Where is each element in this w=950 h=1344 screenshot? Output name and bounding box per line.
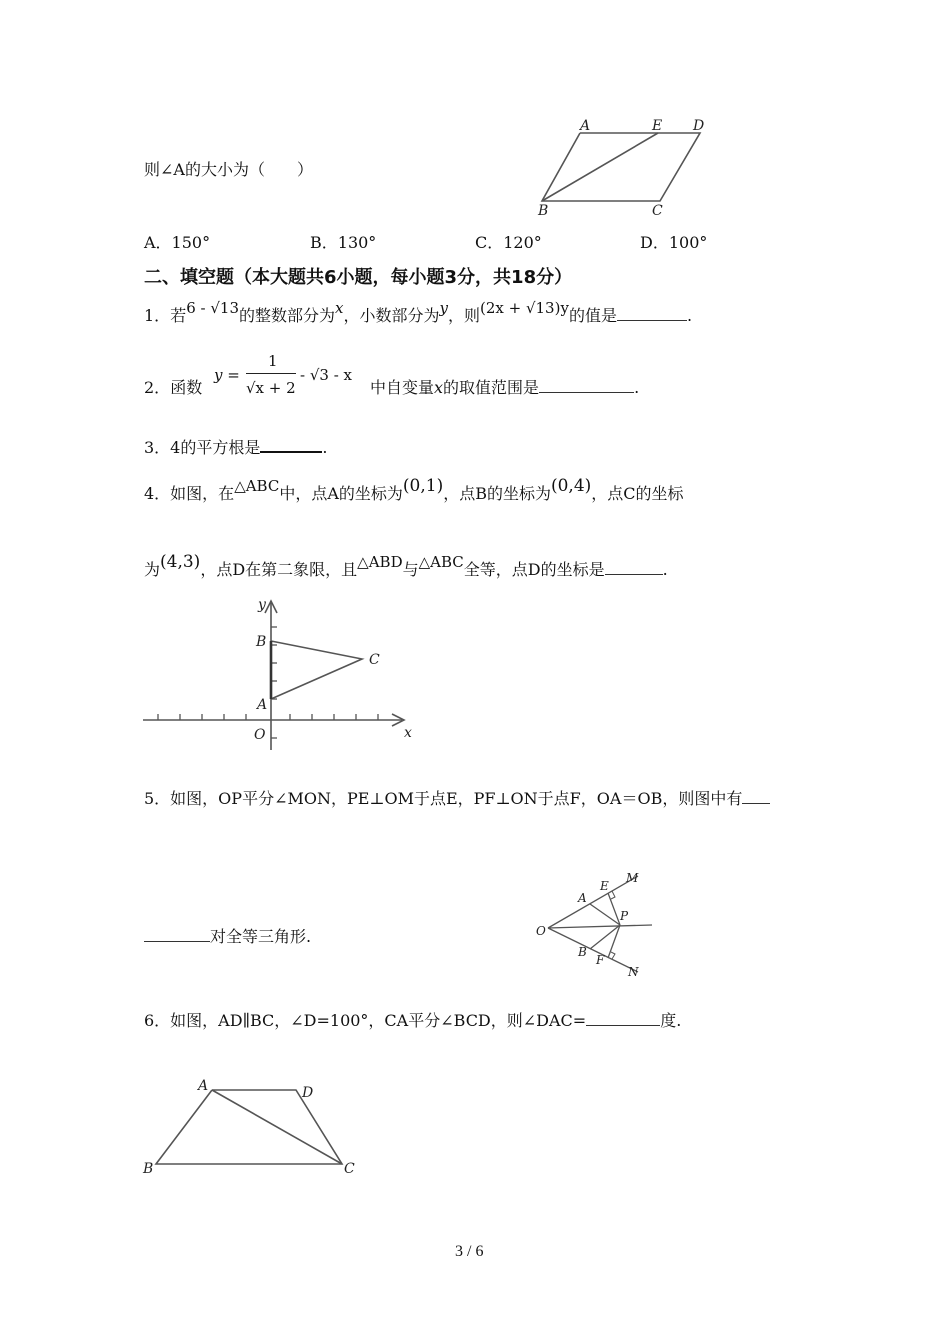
point-label-b: B	[256, 634, 267, 650]
q1-mid1: 的整数部分为	[239, 306, 336, 325]
label-C: C	[652, 203, 663, 219]
q2-pre: 函数	[170, 378, 203, 397]
label-B: B	[538, 203, 549, 219]
q4-line2-a: 为	[144, 560, 161, 579]
q4-coord-b: (0,4)	[550, 476, 592, 496]
label-f: F	[596, 953, 605, 967]
q4-line1-a: 4．如图，在	[144, 484, 235, 503]
question-6	[144, 1011, 681, 1031]
label-A: A	[580, 118, 591, 134]
label-n: N	[628, 965, 639, 979]
point-label-a: A	[257, 697, 268, 713]
q2-answer-blank[interactable]	[539, 378, 634, 393]
question-4-line2	[144, 552, 668, 580]
q5-line2: 对全等三角形.	[210, 927, 312, 946]
q1-expr2: (2x + √13)y	[480, 299, 569, 317]
label-e: E	[600, 879, 609, 893]
q1-pre: 若	[170, 306, 187, 325]
angle-bisector-figure	[530, 868, 660, 983]
question-5-line1	[144, 789, 770, 809]
q4-tri3: △ABC	[418, 553, 464, 571]
q1-end: .	[686, 306, 693, 325]
q1-mid2: ，小数部分为	[343, 306, 440, 325]
label-d: D	[302, 1085, 314, 1101]
label-a: A	[578, 891, 587, 905]
label-p: P	[620, 909, 629, 923]
q4-line1-c: ，点B的坐标为	[443, 484, 551, 503]
q4-line1-d: ，点C的坐标	[591, 484, 684, 503]
question-5-line2	[144, 927, 311, 947]
question-1	[144, 299, 693, 326]
label-m: M	[626, 871, 639, 885]
q2-lhs: y =	[214, 366, 240, 384]
q1-var-y: y	[439, 299, 448, 317]
label-c: C	[344, 1161, 355, 1177]
q1-answer-blank[interactable]	[617, 306, 687, 321]
q6-text: 6．如图，AD∥BC，∠D=100°，CA平分∠BCD，则∠DAC=	[144, 1011, 587, 1030]
q1-post: 的值是	[568, 306, 617, 325]
q2-post2: 的取值范围是	[443, 378, 540, 397]
label-a: A	[198, 1078, 209, 1094]
axis-label-y: y	[258, 597, 266, 613]
q4-tri1: △ABC	[234, 477, 280, 495]
q1-mid3: ，则	[447, 306, 480, 325]
question-3	[144, 437, 327, 458]
q2-frac-num: 1	[268, 352, 278, 370]
q2-var: x	[434, 378, 444, 397]
question-4-line1	[144, 476, 684, 504]
q2-num: 2．	[144, 378, 171, 397]
q5-line1: 5．如图，OP平分∠MON，PE⊥OM于点E，PF⊥ON于点F，OA＝OB，则图中有	[144, 789, 743, 808]
q1-var-x: x	[335, 299, 344, 317]
prev-question-stem: 则∠A的大小为（ ）	[144, 160, 313, 179]
q3-text: 3．4的平方根是	[144, 438, 261, 457]
label-D: D	[693, 118, 705, 134]
q2-rest: - √3 - x	[300, 366, 353, 384]
parallelogram-figure	[530, 115, 715, 220]
question-2	[144, 378, 202, 398]
q4-end: .	[662, 560, 668, 579]
label-o: O	[536, 924, 546, 938]
label-E: E	[652, 118, 663, 134]
q1-expr: 6 - √13	[186, 299, 239, 317]
q4-answer-blank[interactable]	[605, 560, 663, 575]
q6-answer-blank[interactable]	[586, 1011, 660, 1026]
q5-answer-blank-part1[interactable]	[742, 789, 770, 804]
option-b: B．130°	[310, 233, 377, 252]
q4-line2-d: 全等，点D的坐标是	[463, 560, 605, 579]
q4-coord-a: (0,1)	[402, 476, 444, 496]
point-label-c: C	[369, 652, 380, 668]
coordinate-figure	[140, 593, 420, 758]
q6-end: 度.	[660, 1011, 682, 1030]
section-title: 二、填空题（本大题共6小题，每小题3分，共18分）	[144, 267, 573, 288]
q2-frac-den: √x + 2	[246, 379, 296, 397]
q3-end: .	[322, 438, 328, 457]
q4-line2-b: ，点D在第二象限，且	[200, 560, 358, 579]
q2-frac-bar	[246, 373, 296, 374]
q5-answer-blank-part2[interactable]	[144, 927, 210, 942]
trapezoid-figure	[140, 1075, 365, 1180]
option-c: C．120°	[475, 233, 542, 252]
axis-label-x: x	[404, 725, 412, 741]
q4-line1-b: 中，点A的坐标为	[279, 484, 403, 503]
option-d: D．100°	[640, 233, 708, 252]
label-b: B	[578, 945, 587, 959]
label-b: B	[143, 1161, 154, 1177]
option-a: A．150°	[144, 233, 211, 252]
q4-coord-c: (4,3)	[160, 552, 201, 572]
origin-label-o: O	[254, 727, 266, 743]
q2-end: .	[634, 378, 640, 397]
q2-post: 中自变量	[370, 378, 435, 397]
q4-line2-c: 与	[402, 560, 419, 579]
q1-num: 1．	[144, 306, 171, 325]
q3-answer-blank[interactable]	[260, 437, 322, 453]
q4-tri2: △ABD	[357, 553, 403, 571]
q2-tail	[370, 378, 639, 398]
page-number: 3 / 6	[455, 1243, 484, 1260]
